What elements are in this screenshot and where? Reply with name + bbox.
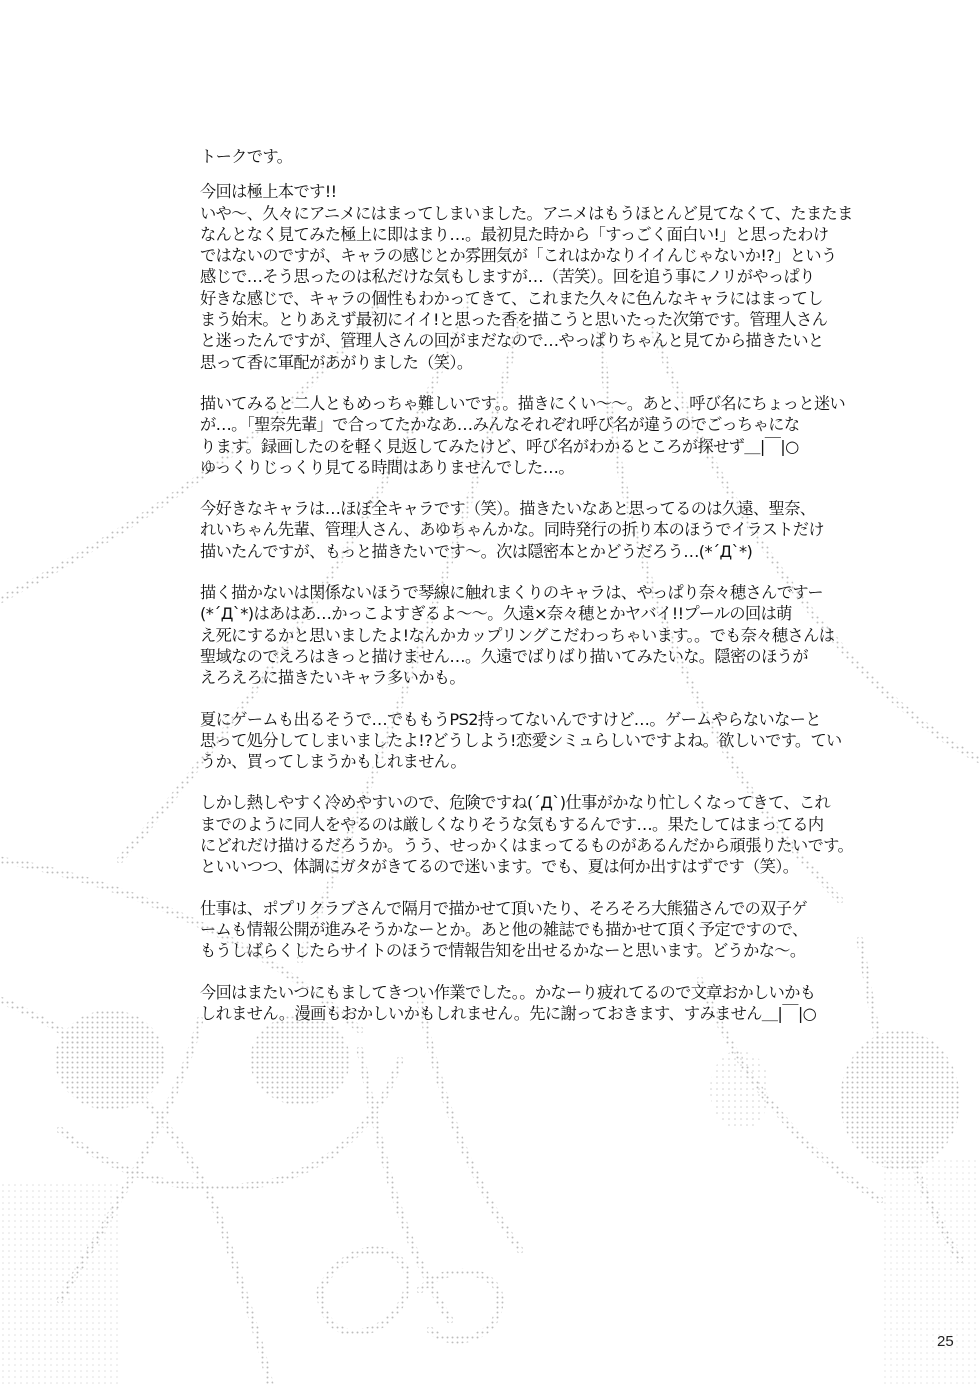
text-line: 仕事は、ポプリクラブさんで隔月で描かせて頂いたり、そろそろ大熊猫さんでの双子ゲ bbox=[200, 898, 807, 918]
text-line: しれません。漫画もおかしいかもしれません。先に謝っておきます、すみません＿|￣|○ bbox=[200, 1003, 817, 1023]
paragraph-5 bbox=[200, 709, 842, 773]
page-number: 25 bbox=[937, 1333, 954, 1350]
text-line: といいつつ、体調にガタがきてるので迷います。でも、夏は何か出すはずです（笑）。 bbox=[200, 857, 799, 877]
text-line: 今好きなキャラは…ほぼ全キャラです（笑）。描きたいなあと思ってるのは久遠、聖奈、 bbox=[200, 499, 816, 519]
text-line: 思って処分してしまいましたよ!?どうしよう!恋愛シミュらしいですよね。欲しいです。てい bbox=[200, 730, 842, 750]
text-line: まう始末。とりあえず最初にイイ!と思った香を描こうと思いたった次第です。管理人さん bbox=[200, 310, 828, 330]
text-line: ゆっくりじっくり見てる時間はありませんでした…。 bbox=[200, 457, 574, 477]
text-line: え死にするかと思いましたよ!なんかカップリングこだわっちゃいます。。でも奈々穂さんは bbox=[200, 625, 835, 645]
text-line: 描いたんですが、もっと描きたいです～。次は隠密本とかどうだろう…(*´Д`*) bbox=[200, 541, 753, 561]
text-line: 好きな感じで、キャラの個性もわかってきて、これまた久々に色んなキャラにはまってし bbox=[200, 288, 823, 308]
paragraph-2 bbox=[200, 393, 846, 478]
text-line: 描いてみると二人ともめっちゃ難しいです。。描きにくい～～。あと、呼び名にちょっと迷い bbox=[200, 393, 846, 413]
paragraph-8 bbox=[200, 982, 817, 1025]
page-heading: トークです。 bbox=[200, 147, 293, 166]
text-line: 今回はまたいつにもましてきつい作業でした。。かなーり疲れてるので文章おかしいかも bbox=[200, 982, 816, 1002]
text-line: もうしばらくしたらサイトのほうで情報告知を出せるかなーと思います。どうかな～。 bbox=[200, 941, 806, 961]
text-line: ではないのですが、キャラの感じとか雰囲気が「これはかなりイイんじゃないか!?」という bbox=[200, 246, 837, 266]
text-line: しかし熱しやすく冷めやすいので、危険ですね(´Д`)仕事がかなり忙しくなってきて、これ bbox=[200, 793, 831, 813]
paragraph-4 bbox=[200, 582, 835, 688]
text-line: なんとなく見てみた極上に即はまり…。最初見た時から「すっごく面白い!」と思ったわけ bbox=[200, 224, 829, 244]
paragraph-7 bbox=[200, 898, 808, 962]
paragraph-3 bbox=[200, 498, 824, 562]
text-line: 今回は極上本です!! bbox=[200, 182, 337, 202]
text-line: うか、買ってしまうかもしれません。 bbox=[200, 752, 466, 772]
text-line: までのように同人をやるのは厳しくなりそうな気もするんです…。果たしてはまってる内 bbox=[200, 814, 824, 834]
text-line: 描く描かないは関係ないほうで琴線に触れまくりのキャラは、やっぱり奈々穂さんですー bbox=[200, 583, 824, 603]
text-line: れいちゃん先輩、管理人さん、あゆちゃんかな。同時発行の折り本のほうでイラストだけ bbox=[200, 520, 824, 540]
paragraph-1 bbox=[200, 181, 853, 373]
text-line: えろえろに描きたいキャラ多いかも。 bbox=[200, 668, 465, 688]
text-line: 感じで…そう思ったのは私だけな気もしますが…（苦笑）。回を追う事にノリがやっぱり bbox=[200, 267, 815, 287]
text-line: にどれだけ描けるだろうか。うう、せっかくはまってるものがあるんだから頑張りたいです。 bbox=[200, 836, 854, 856]
text-line: が…。「聖奈先輩」で合ってたかなあ…みんなそれぞれ呼び名が違うのでごっちゃにな bbox=[200, 415, 800, 435]
text-line: 聖域なのでえろはきっと描けません…。久遠でばりばり描いてみたいな。隠密のほうが bbox=[200, 646, 808, 666]
text-line: ります。録画したのを軽く見返してみたけど、呼び名がわかるところが探せず＿|￣|○ bbox=[200, 436, 799, 456]
text-line: ームも情報公開が進みそうかなーとか。あと他の雑誌でも描かせて頂く予定ですので、 bbox=[200, 919, 808, 939]
text-line: 思って香に軍配があがりました（笑）。 bbox=[200, 352, 473, 372]
text-line: 夏にゲームも出るそうで…でももうPS2持ってないんですけど…。ゲームやらないなーと bbox=[200, 709, 821, 729]
text-line: いや～、久々にアニメにはまってしまいました。アニメはもうほとんど見てなくて、たまたま bbox=[200, 203, 853, 223]
text-line: (*´Д`*)はあはあ…かっこよすぎるよ～～。久遠×奈々穂とかヤバイ!!プールの回は萌 bbox=[200, 604, 792, 624]
paragraph-6 bbox=[200, 792, 854, 877]
text-line: と迷ったんですが、管理人さんの回がまだなので…やっぱりちゃんと見てから描きたいと bbox=[200, 331, 824, 351]
afterword-text bbox=[200, 146, 854, 1044]
